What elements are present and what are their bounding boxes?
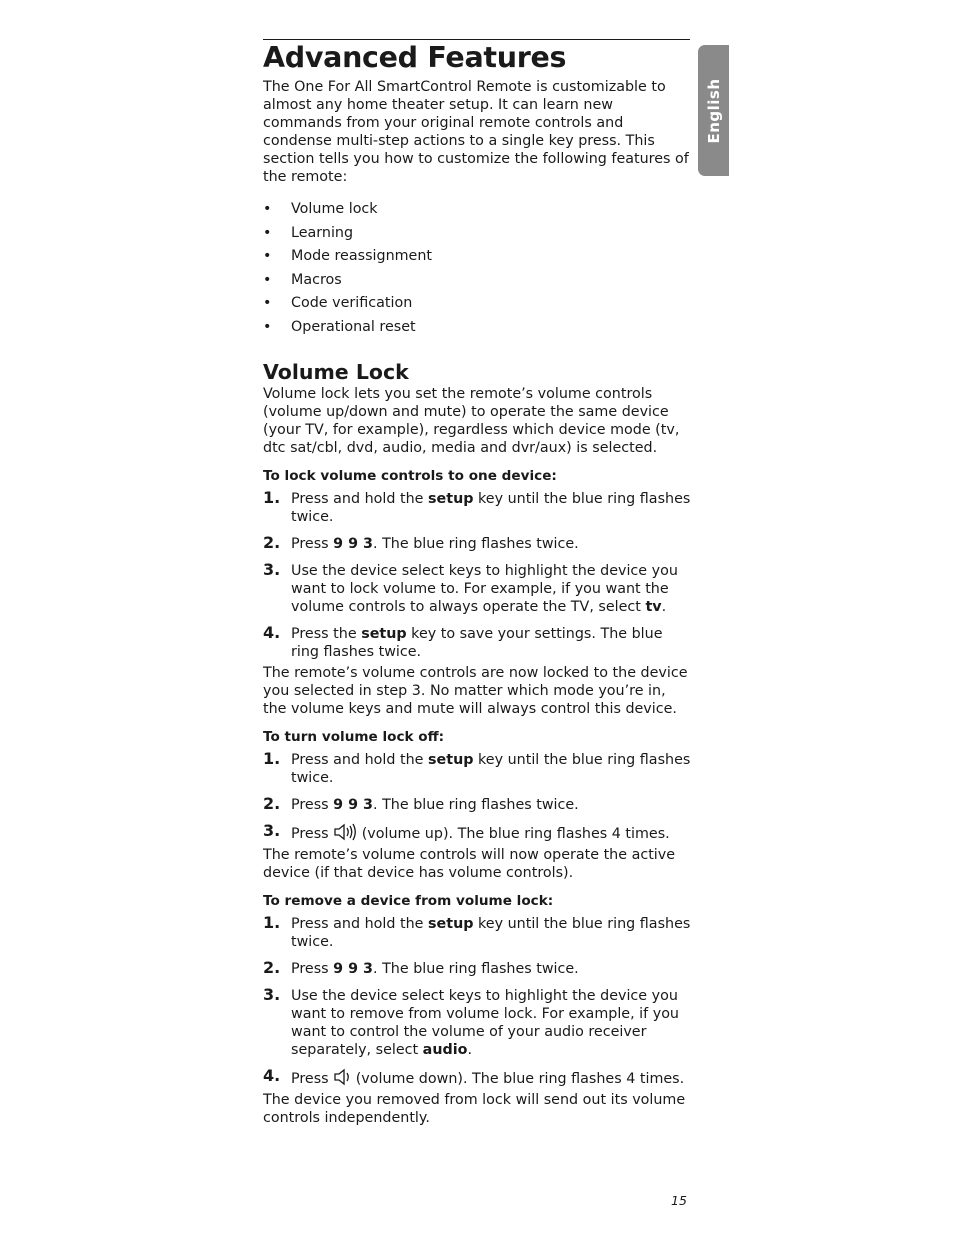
step-item [263,625,693,661]
step-text: . The blue ring flashes twice. [372,536,579,552]
step-text: . [467,1042,473,1058]
step-text: Use the device select keys to highlight the device you want to lock volume to. For example, if you want the volume controls to always operate the TV, select [291,563,678,615]
key-sequence: 9 9 3 [333,797,373,813]
subheading-off: To turn volume lock off: [263,729,445,745]
language-tab [698,45,729,176]
remove-steps [263,915,693,1088]
off-result: The remote’s volume controls will now operate the active device (if that device has volume controls). [263,847,676,881]
section-heading: Volume Lock [263,360,409,384]
step-number: 1. [263,749,281,768]
key-sequence: 9 9 3 [333,536,373,552]
key-name: tv [645,599,662,615]
language-tab-label: English [704,77,723,144]
feature-list [263,200,693,341]
step-item [263,987,693,1059]
step-item [263,535,693,553]
list-item-label: Volume lock [291,201,378,217]
step-item [263,490,693,526]
list-item-label: Learning [291,224,354,241]
key-name: setup [428,916,474,932]
section-description: Volume lock lets you set the remote’s volume controls (volume up/down and mute) to operate the same device (your TV, for example), regardless which device mode (tv, dtc sat/cbl, dvd, audio, media and dvr/aux) is selected. [263,386,680,456]
step-item [263,960,693,978]
step-number: 2. [263,533,281,552]
page-title: Advanced Features [263,41,567,74]
subheading-lock: To lock volume controls to one device: [263,468,557,484]
subheading-remove: To remove a device from volume lock: [263,893,554,909]
step-text: key until the blue ring flashes twice. [291,491,691,525]
step-text: Press [291,536,334,552]
step-text: (volume down). The blue ring flashes 4 times. [351,1071,685,1087]
list-item [263,224,693,248]
step-number: 3. [263,821,281,840]
list-item [263,247,693,271]
bullet-icon: • [263,271,272,288]
step-item [263,562,693,616]
bullet-icon: • [263,201,272,217]
step-text: Press [291,797,334,813]
step-text: key to save your settings. The blue ring flashes twice. [291,626,663,660]
bullet-icon: • [263,295,272,311]
key-name: setup [361,626,407,642]
step-text: Press [291,961,334,977]
step-text: Press and hold the [291,491,429,507]
volume-down-icon [333,1068,351,1086]
page-number: 15 [671,1193,687,1208]
step-text: . The blue ring flashes twice. [372,961,579,977]
list-item-label: Code verification [291,295,413,311]
remove-result: The device you removed from lock will send out its volume controls independently. [263,1092,686,1126]
step-number: 1. [263,913,281,932]
step-number: 2. [263,794,281,813]
list-item-label: Mode reassignment [291,248,433,264]
page-content [263,40,693,1127]
step-text: Press the [291,626,362,642]
list-item [263,271,693,295]
step-item [263,823,693,843]
lock-result: The remote’s volume controls are now locked to the device you selected in step 3. No matter which mode you’re in, the volume keys and mute will always control this device. [263,665,688,717]
bullet-icon: • [263,224,272,241]
step-number: 3. [263,985,281,1004]
step-item [263,915,693,951]
list-item-label: Operational reset [291,318,416,335]
step-text: Press and hold the [291,916,429,932]
step-number: 3. [263,560,281,579]
step-text: Press [291,826,334,842]
step-text: key until the blue ring flashes twice. [291,752,691,786]
step-number: 2. [263,958,281,977]
list-item-label: Macros [291,271,342,288]
step-text: . [661,599,667,615]
lock-steps [263,490,693,661]
bullet-icon: • [263,318,272,335]
list-item [263,200,693,224]
step-text: Press [291,1071,334,1087]
step-number: 1. [263,488,281,507]
key-sequence: 9 9 3 [333,961,373,977]
key-name: audio [422,1042,468,1058]
step-text: key until the blue ring flashes twice. [291,916,691,950]
intro-paragraph: The One For All SmartControl Remote is customizable to almost any home theater setup. It can learn new commands from your original remote controls and condense multi-step actions to a single key press. This section tells you how to customize the following features of the remote: [263,79,689,185]
step-text: . The blue ring flashes twice. [372,797,579,813]
step-item [263,1068,693,1088]
step-text: Use the device select keys to highlight the device you want to remove from volume lock. For example, if you want to control the volume of your audio receiver separately, select [291,988,679,1058]
step-text: (volume up). The blue ring flashes 4 times. [357,826,670,842]
volume-up-icon [333,823,357,841]
step-text: Press and hold the [291,752,429,768]
step-item [263,796,693,814]
step-number: 4. [263,1066,281,1085]
step-number: 4. [263,623,281,642]
key-name: setup [428,752,474,768]
step-item [263,751,693,787]
bullet-icon: • [263,248,272,264]
list-item [263,294,693,318]
key-name: setup [428,491,474,507]
off-steps [263,751,693,843]
list-item [263,318,693,342]
